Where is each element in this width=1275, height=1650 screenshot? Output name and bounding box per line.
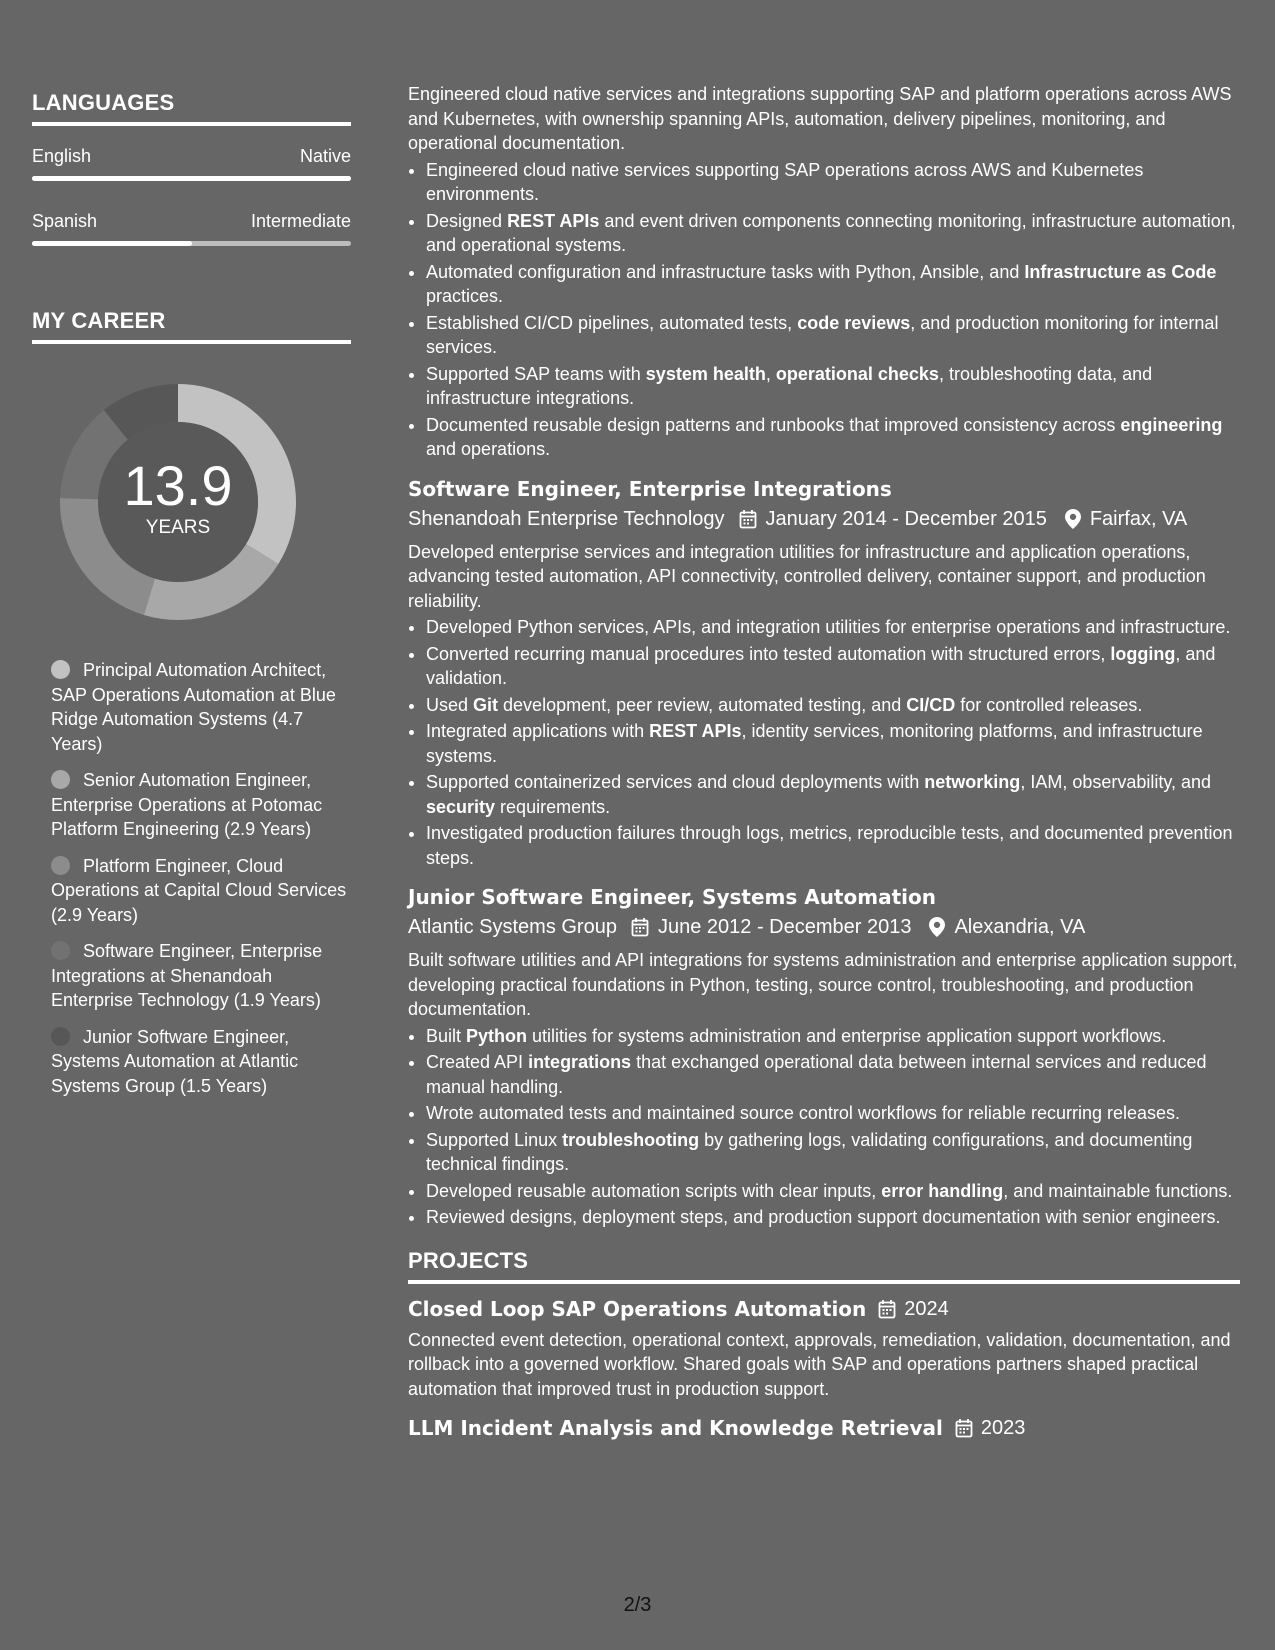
bullet-text: Integrated applications with bbox=[426, 721, 650, 741]
bullet-text: Used bbox=[426, 694, 474, 715]
bullet-text: requirements. bbox=[495, 796, 611, 817]
bullet-keyword: Git bbox=[473, 694, 499, 715]
bullet-text: Developed reusable automation scripts with clear inputs, bbox=[426, 1180, 882, 1201]
project-title: LLM Incident Analysis and Knowledge Retrieval bbox=[408, 1416, 943, 1440]
bullet-text: , IAM, observability, and bbox=[1020, 772, 1212, 792]
bullet-keyword: troubleshooting bbox=[562, 1129, 700, 1150]
bullet-keyword: REST APIs bbox=[649, 721, 742, 741]
career-years-unit: YEARS bbox=[145, 517, 211, 538]
bullet-text: , identity services, monitoring platforms, and infrastructure systems. bbox=[426, 721, 1203, 766]
career-legend-item bbox=[51, 854, 351, 928]
language-proficiency-bar bbox=[32, 241, 351, 246]
bullet-keyword: engineering bbox=[1120, 414, 1223, 435]
bullet-keyword: error handling bbox=[881, 1180, 1004, 1201]
bullet-text: practices. bbox=[426, 286, 504, 306]
intro-bullets bbox=[408, 158, 1240, 462]
language-name: English bbox=[32, 146, 92, 166]
bullet-item bbox=[426, 642, 1240, 691]
legend-dot-icon bbox=[51, 660, 70, 679]
project-summary: Connected event detection, operational context, approvals, remediation, validation, documentation, and rollback into a governed workflow. Shared goals with SAP and operations partners shaped practical automation that improved trust in production support. bbox=[408, 1329, 1231, 1399]
calendar-icon bbox=[631, 917, 649, 937]
bullet-text: development, peer review, automated testing, and bbox=[498, 694, 907, 715]
bullet-text: and operations. bbox=[426, 439, 551, 459]
bullet-text: Supported containerized services and cloud deployments with bbox=[426, 772, 925, 792]
language-item-english bbox=[32, 144, 351, 181]
career-legend-item bbox=[51, 939, 351, 1013]
language-proficiency-bar bbox=[32, 176, 351, 181]
bullet-item bbox=[426, 362, 1240, 411]
career-role-label: Senior Automation Engineer, Enterprise Operations at Potomac Platform Engineering (2.9 Years) bbox=[51, 770, 323, 839]
bullet-text: for controlled releases. bbox=[955, 694, 1143, 715]
bullet-item bbox=[426, 1050, 1240, 1099]
job-meta bbox=[408, 914, 1240, 940]
calendar-icon bbox=[955, 1418, 973, 1438]
job-bullets bbox=[408, 615, 1240, 870]
bullet-text: Reviewed designs, deployment steps, and production support documentation with senior engineers. bbox=[426, 1207, 1221, 1227]
bullet-text: Designed bbox=[426, 210, 508, 231]
job-summary: Developed enterprise services and integration utilities for infrastructure and application operations, advancing tested automation, API connectivity, controlled delivery, container support, and production reliability. bbox=[408, 541, 1206, 611]
career-role-label: Principal Automation Architect, SAP Operations Automation at Blue Ridge Automation Systems (4.7 Years) bbox=[51, 660, 336, 754]
project-title: Closed Loop SAP Operations Automation bbox=[408, 1296, 867, 1321]
bullet-item bbox=[426, 311, 1240, 360]
career-heading: MY CAREER bbox=[32, 308, 351, 344]
job-meta bbox=[408, 506, 1240, 532]
bullet-text: and event driven components connecting monitoring, infrastructure automation, and operational systems. bbox=[426, 210, 1236, 255]
intro-summary: Engineered cloud native services and integrations supporting SAP and platform operations across AWS and Kubernetes, with ownership spanning APIs, automation, delivery pipelines, monitoring, and operational documentation. bbox=[408, 84, 1232, 153]
language-proficiency-fill bbox=[32, 241, 192, 246]
bullet-keyword: networking bbox=[924, 772, 1021, 792]
job-dates: June 2012 - December 2013 bbox=[657, 916, 912, 938]
career-legend bbox=[51, 658, 351, 1098]
project-year: 2023 bbox=[980, 1417, 1026, 1439]
legend-dot-icon bbox=[51, 856, 70, 875]
language-item-spanish bbox=[32, 209, 351, 246]
projects-heading: PROJECTS bbox=[408, 1248, 1240, 1284]
bullet-text: Engineered cloud native services supporting SAP operations across AWS and Kubernetes environments. bbox=[426, 159, 1144, 204]
sidebar bbox=[32, 90, 351, 1110]
donut-center-label bbox=[58, 382, 298, 622]
bullet-item bbox=[426, 1024, 1240, 1049]
career-role-label: Junior Software Engineer, Systems Automation at Atlantic Systems Group (1.5 Years) bbox=[51, 1026, 299, 1096]
bullet-text: that exchanged operational data between internal services and reduced manual handling. bbox=[426, 1052, 1207, 1097]
bullet-item bbox=[426, 693, 1240, 718]
project-entry bbox=[408, 1415, 1240, 1441]
bullet-keyword: logging bbox=[1110, 643, 1176, 664]
bullet-text: Supported SAP teams with bbox=[426, 363, 646, 384]
career-legend-item bbox=[51, 768, 351, 842]
job-entry bbox=[408, 476, 1240, 871]
main-column bbox=[408, 82, 1240, 1441]
career-role-label: Software Engineer, Enterprise Integrations at Shenandoah Enterprise Technology (1.9 Years) bbox=[51, 941, 323, 1010]
bullet-keyword: REST APIs bbox=[507, 210, 600, 231]
legend-dot-icon bbox=[51, 941, 70, 960]
legend-dot-icon bbox=[51, 770, 70, 789]
bullet-text: , troubleshooting data, and infrastructure integrations. bbox=[426, 363, 1153, 408]
bullet-text: Wrote automated tests and maintained source control workflows for reliable recurring releases. bbox=[426, 1103, 1181, 1123]
bullet-item bbox=[426, 719, 1240, 768]
career-donut-chart bbox=[58, 382, 298, 622]
bullet-keyword: operational checks bbox=[775, 363, 939, 384]
project-header bbox=[408, 1296, 1240, 1322]
calendar-icon bbox=[878, 1299, 896, 1319]
language-level: Native bbox=[299, 146, 351, 166]
page-number: 2/3 bbox=[623, 1594, 652, 1616]
bullet-keyword: Infrastructure as Code bbox=[1024, 261, 1217, 282]
job-entry bbox=[408, 884, 1240, 1230]
bullet-item bbox=[426, 1205, 1240, 1230]
bullet-item bbox=[426, 1101, 1240, 1126]
project-entry bbox=[408, 1296, 1240, 1402]
bullet-keyword: system health bbox=[645, 363, 766, 384]
job-bullets bbox=[408, 1024, 1240, 1230]
bullet-keyword: CI/CD bbox=[906, 694, 956, 715]
bullet-item bbox=[426, 770, 1240, 819]
legend-dot-icon bbox=[51, 1027, 70, 1046]
bullet-text: Developed Python services, APIs, and integration utilities for enterprise operations and infrastructure. bbox=[426, 617, 1231, 637]
bullet-text: Automated configuration and infrastructure tasks with Python, Ansible, and bbox=[426, 261, 1025, 282]
career-legend-item bbox=[51, 1025, 351, 1099]
bullet-text: , bbox=[765, 363, 776, 384]
languages-heading: LANGUAGES bbox=[32, 90, 351, 126]
language-level: Intermediate bbox=[250, 211, 351, 231]
career-total-years: 13.9 bbox=[123, 454, 233, 517]
job-title: Junior Software Engineer, Systems Automation bbox=[408, 885, 936, 909]
job-summary: Built software utilities and API integrations for systems administration and enterprise application support, developing practical foundations in Python, testing, source control, troubleshooting, and production documentation. bbox=[408, 950, 1238, 1019]
bullet-keyword: security bbox=[426, 796, 496, 817]
bullet-item bbox=[426, 158, 1240, 207]
bullet-item bbox=[426, 209, 1240, 258]
bullet-text: , and production monitoring for internal services. bbox=[426, 312, 1219, 357]
bullet-text: Built bbox=[426, 1025, 467, 1046]
project-year: 2024 bbox=[904, 1297, 949, 1320]
bullet-keyword: integrations bbox=[528, 1052, 632, 1072]
location-pin-icon bbox=[1065, 509, 1081, 529]
job-location: Fairfax, VA bbox=[1089, 507, 1188, 530]
career-role-label: Platform Engineer, Cloud Operations at Capital Cloud Services (2.9 Years) bbox=[51, 855, 347, 925]
bullet-item bbox=[426, 413, 1240, 462]
bullet-text: Established CI/CD pipelines, automated tests, bbox=[426, 312, 798, 333]
job-company: Atlantic Systems Group bbox=[408, 916, 617, 938]
bullet-keyword: code reviews bbox=[797, 312, 911, 333]
career-legend-item bbox=[51, 658, 351, 756]
bullet-text: by gathering logs, validating configurations, and documenting technical findings. bbox=[426, 1129, 1193, 1174]
job-location: Alexandria, VA bbox=[954, 916, 1086, 938]
language-proficiency-fill bbox=[32, 176, 351, 181]
bullet-item bbox=[426, 1179, 1240, 1204]
language-name: Spanish bbox=[32, 211, 98, 231]
bullet-text: Converted recurring manual procedures into tested automation with structured errors, bbox=[426, 643, 1111, 664]
bullet-item bbox=[426, 821, 1240, 870]
bullet-text: Created API bbox=[426, 1052, 529, 1072]
bullet-item bbox=[426, 1128, 1240, 1177]
bullet-text: Investigated production failures through logs, metrics, reproducible tests, and documented prevention steps. bbox=[426, 823, 1233, 868]
bullet-item bbox=[426, 260, 1240, 309]
job-dates: January 2014 - December 2015 bbox=[765, 507, 1047, 530]
bullet-text: Supported Linux bbox=[426, 1129, 563, 1150]
bullet-text: , and maintainable functions. bbox=[1003, 1180, 1233, 1201]
project-header bbox=[408, 1415, 1240, 1441]
job-company: Shenandoah Enterprise Technology bbox=[408, 507, 725, 530]
bullet-text: Documented reusable design patterns and runbooks that improved consistency across bbox=[426, 414, 1121, 435]
calendar-icon bbox=[739, 509, 757, 529]
bullet-text: utilities for systems administration and enterprise application support workflows. bbox=[527, 1025, 1167, 1046]
bullet-keyword: Python bbox=[466, 1025, 528, 1046]
job-title: Software Engineer, Enterprise Integrations bbox=[408, 476, 892, 501]
bullet-text: , and validation. bbox=[426, 643, 1216, 688]
bullet-item bbox=[426, 615, 1240, 640]
location-pin-icon bbox=[929, 917, 945, 937]
